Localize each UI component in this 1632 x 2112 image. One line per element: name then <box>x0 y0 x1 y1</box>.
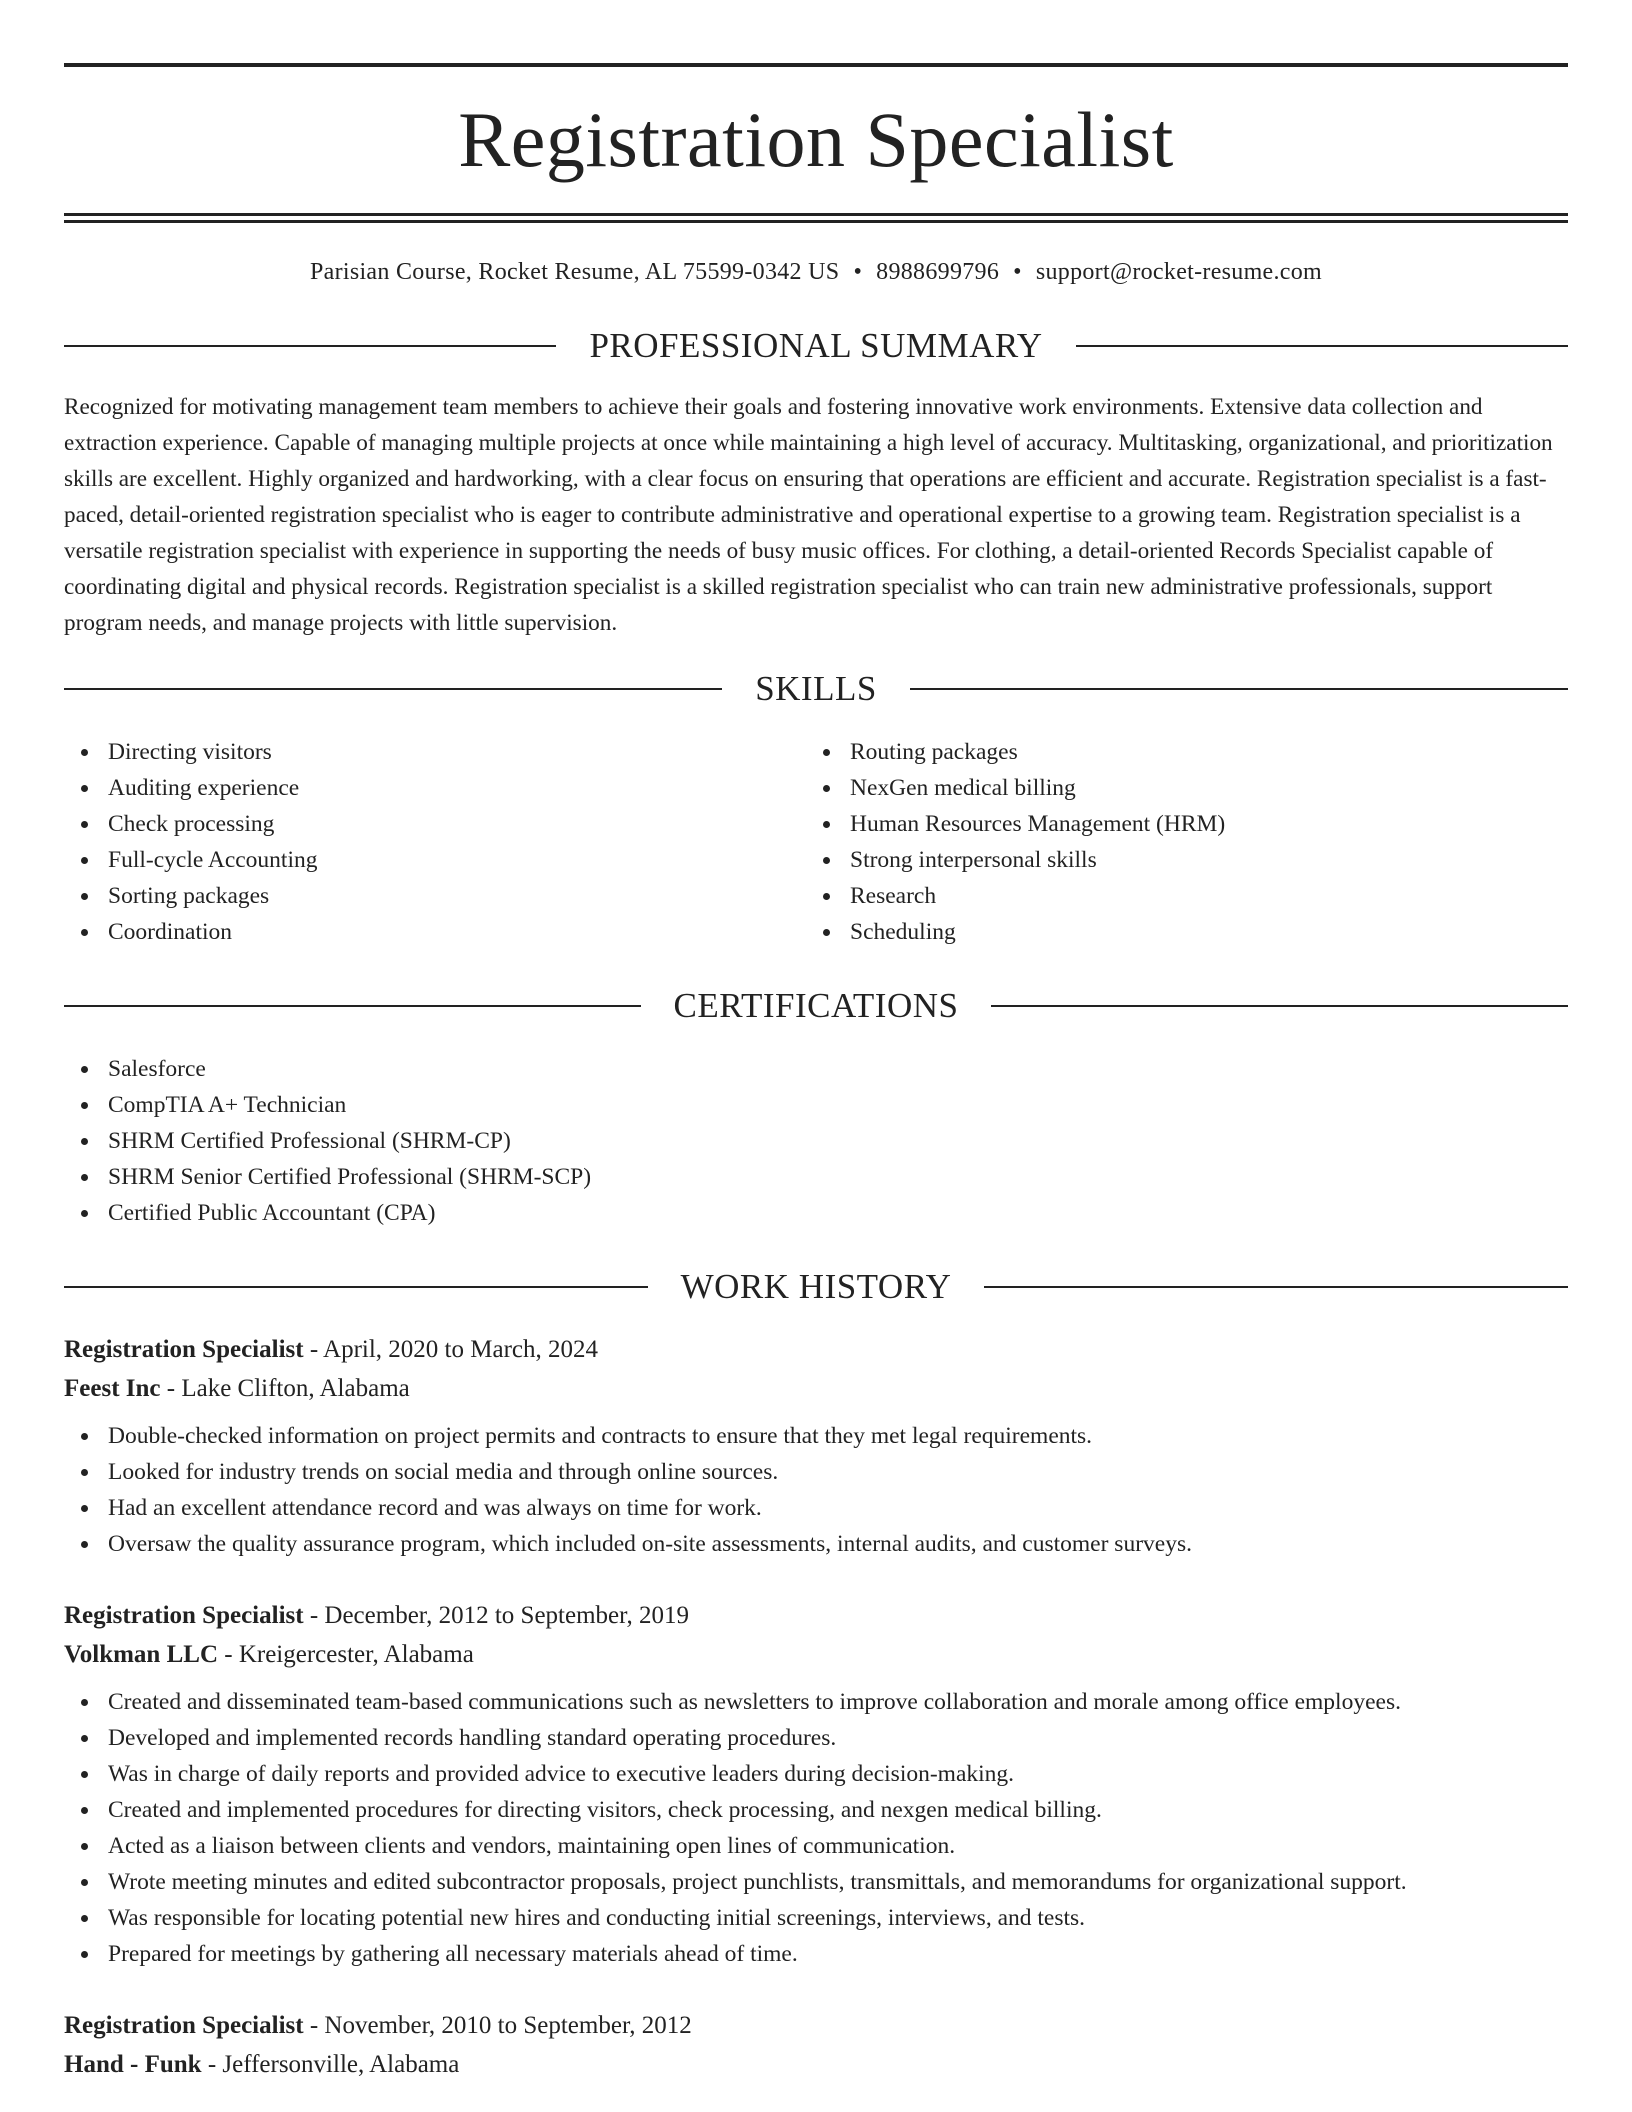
resume-page <box>64 0 1568 2084</box>
skill-item: Strong interpersonal skills <box>806 842 1548 878</box>
job-bullet: Wrote meeting minutes and edited subcontractor proposals, project punchlists, transmittals, and memorandums for organizational support. <box>64 1864 1568 1900</box>
job-bullet: Had an excellent attendance record and was always on time for work. <box>64 1490 1568 1526</box>
job-bullet: Looked for industry trends on social media and through online sources. <box>64 1454 1568 1490</box>
heading-rule-right <box>991 1005 1568 1007</box>
job-bullet: Created and disseminated team-based communications such as newsletters to improve collaboration and morale among office employees. <box>64 1684 1568 1720</box>
job-company-line <box>64 1369 1568 1408</box>
skills-heading <box>64 671 1568 706</box>
heading-rule-left <box>64 688 722 690</box>
summary-heading <box>64 328 1568 363</box>
certification-item: SHRM Certified Professional (SHRM-CP) <box>64 1123 1568 1159</box>
skill-item: Coordination <box>64 914 806 950</box>
job-dates: - April, 2020 to March, 2024 <box>303 1336 598 1363</box>
skills-title: SKILLS <box>755 669 877 708</box>
heading-rule-left <box>64 1286 648 1288</box>
job-company: Hand - Funk <box>64 2051 202 2078</box>
job-location: - Jeffersonville, Alabama <box>201 2051 460 2078</box>
skills-list-left <box>64 734 806 950</box>
job-title-line <box>64 2006 1568 2045</box>
certifications-heading <box>64 988 1568 1023</box>
job-dates: - December, 2012 to September, 2019 <box>303 1602 689 1629</box>
certification-item: Certified Public Accountant (CPA) <box>64 1195 1568 1231</box>
job-bullet: Developed and implemented records handling standard operating procedures. <box>64 1720 1568 1756</box>
certification-item: CompTIA A+ Technician <box>64 1087 1568 1123</box>
skills-list-right <box>806 734 1548 950</box>
double-rule <box>64 213 1568 223</box>
job-title: Registration Specialist <box>64 2012 304 2039</box>
job-title-line <box>64 1596 1568 1635</box>
skill-item: NexGen medical billing <box>806 770 1548 806</box>
skills-columns <box>64 734 1568 950</box>
heading-rule-right <box>910 688 1568 690</box>
contact-line <box>64 259 1568 286</box>
job-bullet: Was in charge of daily reports and provided advice to executive leaders during decision-making. <box>64 1756 1568 1792</box>
job-bullet: Acted as a liaison between clients and vendors, maintaining open lines of communication. <box>64 1828 1568 1864</box>
summary-text: Recognized for motivating management team members to achieve their goals and fostering innovative work environments. Extensive data collection and extraction experience. Capable of managing multiple projects at once while maintaining a high level of accuracy. Multitasking, organizational, and prioritization skills are excellent. Highly organized and hardworking, with a clear focus on ensuring that operations are efficient and accurate. Registration specialist is a fast-paced, detail-oriented registration specialist who is eager to contribute administrative and operational expertise to a growing team. Registration specialist is a versatile registration specialist with experience in supporting the needs of busy music offices. For clothing, a detail-oriented Records Specialist capable of coordinating digital and physical records. Registration specialist is a skilled registration specialist who can train new administrative professionals, support program needs, and manage projects with little supervision. <box>64 394 1553 636</box>
skill-item: Research <box>806 878 1548 914</box>
job-company-line <box>64 2045 1568 2084</box>
skill-item: Sorting packages <box>64 878 806 914</box>
job-entry <box>64 1596 1568 1972</box>
skill-item: Scheduling <box>806 914 1548 950</box>
job-title-line <box>64 1330 1568 1369</box>
contact-email: support@rocket-resume.com <box>1035 259 1323 285</box>
job-entry <box>64 2006 1568 2084</box>
job-bullets <box>64 1418 1568 1562</box>
contact-phone: 8988699796 <box>876 259 1000 285</box>
job-bullet: Created and implemented procedures for directing visitors, check processing, and nexgen medical billing. <box>64 1792 1568 1828</box>
certification-item: SHRM Senior Certified Professional (SHRM-SCP) <box>64 1159 1568 1195</box>
job-company-line <box>64 1635 1568 1674</box>
job-bullet: Oversaw the quality assurance program, which included on-site assessments, internal audits, and customer surveys. <box>64 1526 1568 1562</box>
certifications-title: CERTIFICATIONS <box>673 986 959 1025</box>
summary-title: PROFESSIONAL SUMMARY <box>589 326 1043 365</box>
top-rule <box>64 63 1568 67</box>
contact-address: Parisian Course, Rocket Resume, AL 75599-0342 US <box>309 259 840 285</box>
job-company: Volkman LLC <box>64 1641 218 1668</box>
skill-item: Auditing experience <box>64 770 806 806</box>
work-heading <box>64 1269 1568 1304</box>
job-company: Feest Inc <box>64 1375 161 1402</box>
work-title: WORK HISTORY <box>680 1267 952 1306</box>
job-location: - Kreigercester, Alabama <box>218 1641 474 1668</box>
certifications-list <box>64 1051 1568 1231</box>
job-entry <box>64 1330 1568 1562</box>
certification-item: Salesforce <box>64 1051 1568 1087</box>
job-title: Registration Specialist <box>64 1336 304 1363</box>
job-dates: - November, 2010 to September, 2012 <box>303 2012 692 2039</box>
contact-separator: • <box>853 259 863 285</box>
job-bullets <box>64 1684 1568 1972</box>
job-bullet: Was responsible for locating potential new hires and conducting initial screenings, interviews, and tests. <box>64 1900 1568 1936</box>
job-location: - Lake Clifton, Alabama <box>160 1375 410 1402</box>
heading-rule-right <box>984 1286 1568 1288</box>
job-title: Registration Specialist <box>64 1602 304 1629</box>
heading-rule-right <box>1076 345 1568 347</box>
heading-rule-left <box>64 345 556 347</box>
skill-item: Check processing <box>64 806 806 842</box>
skill-item: Human Resources Management (HRM) <box>806 806 1548 842</box>
job-bullet: Prepared for meetings by gathering all necessary materials ahead of time. <box>64 1936 1568 1972</box>
skill-item: Directing visitors <box>64 734 806 770</box>
resume-name: Registration Specialist <box>458 96 1174 183</box>
job-bullet: Double-checked information on project permits and contracts to ensure that they met legal requirements. <box>64 1418 1568 1454</box>
skill-item: Routing packages <box>806 734 1548 770</box>
heading-rule-left <box>64 1005 641 1007</box>
contact-separator: • <box>1013 259 1022 285</box>
skill-item: Full-cycle Accounting <box>64 842 806 878</box>
